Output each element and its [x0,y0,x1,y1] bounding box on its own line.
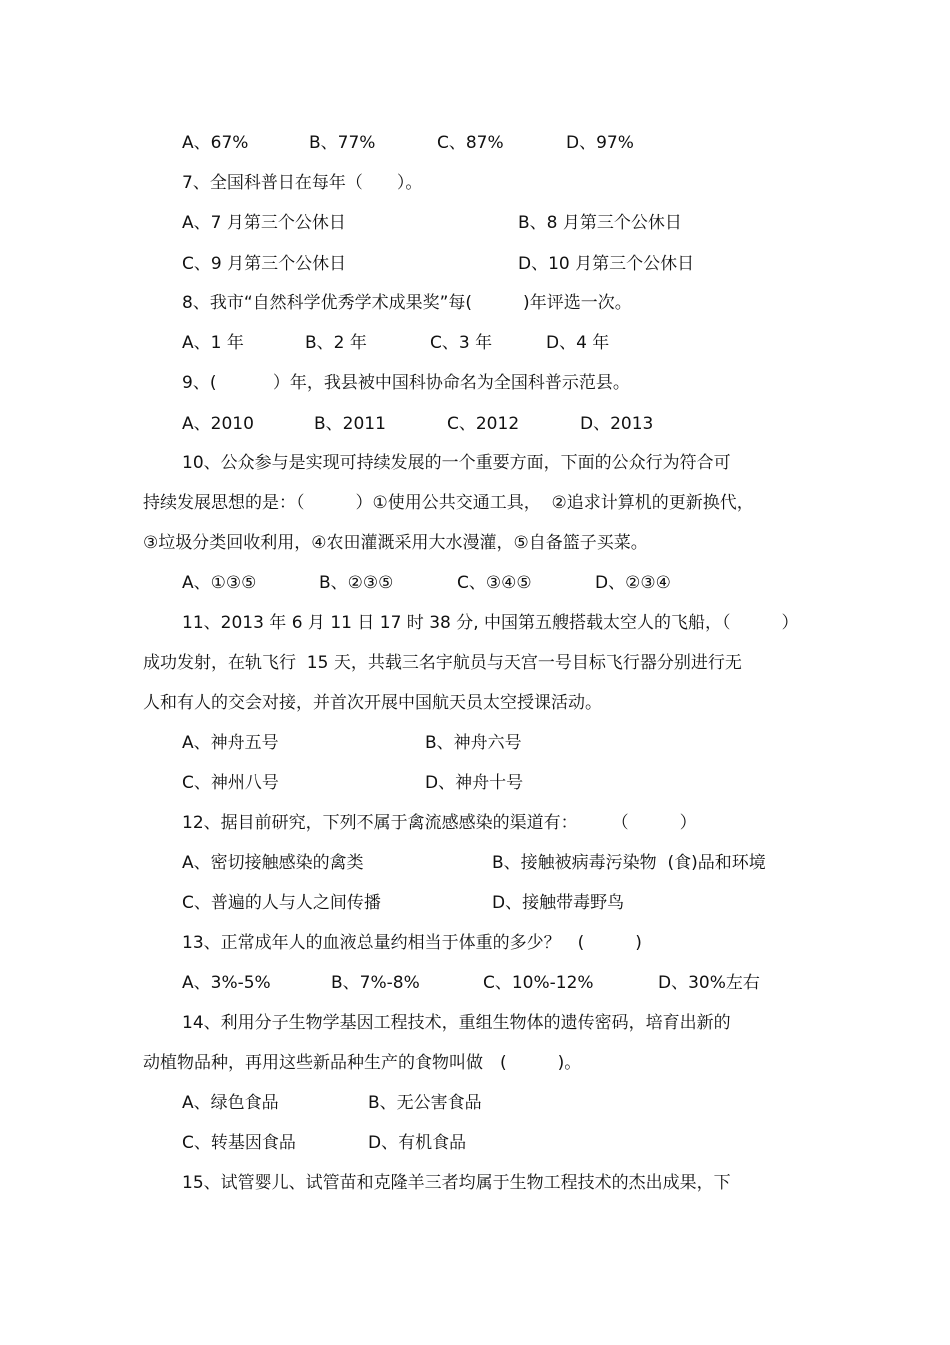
q13-option-b: B、7%-8% [331,973,420,993]
q14-option-c: C、转基因食品 [182,1133,296,1153]
q10-stem-line-2: 持续发展思想的是：（ ）①使用公共交通工具， ②追求计算机的更新换代， [143,493,754,513]
q7-option-c: C、9 月第三个公休日 [182,254,347,274]
q15-stem-line-1: 15、试管婴儿、试管苗和克隆羊三者均属于生物工程技术的杰出成果，下 [182,1173,731,1193]
q8-option-c: C、3 年 [430,333,493,353]
q11-stem-line-3: 人和有人的交会对接，并首次开展中国航天员太空授课活动。 [143,693,602,713]
q11-option-c: C、神州八号 [182,773,279,793]
q6-option-a: A、67% [182,133,249,153]
q14-option-a: A、绿色食品 [182,1093,279,1113]
q10-stem-line-3: ③垃圾分类回收利用，④农田灌溉采用大水漫灌，⑤自备篮子买菜。 [143,533,648,553]
q9-option-a: A、2010 [182,414,254,434]
q10-option-a: A、①③⑤ [182,573,257,593]
q6-option-c: C、87% [437,133,504,153]
q11-option-a: A、神舟五号 [182,733,279,753]
q14-option-b: B、无公害食品 [368,1093,482,1113]
q11-stem-line-1: 11、2013 年 6 月 11 日 17 时 38 分, 中国第五艘搭载太空人的飞船，（ ） [182,613,799,633]
q14-stem-line-2: 动植物品种，再用这些新品种生产的食物叫做 ( )。 [143,1053,582,1073]
q8-option-a: A、1 年 [182,333,244,353]
q12-option-a: A、密切接触感染的禽类 [182,853,364,873]
q12-option-c: C、普遍的人与人之间传播 [182,893,381,913]
q13-option-c: C、10%-12% [483,973,594,993]
q11-option-b: B、神舟六号 [425,733,522,753]
q13-stem: 13、正常成年人的血液总量约相当于体重的多少？ ( ) [182,933,642,953]
q8-stem: 8、我市“自然科学优秀学术成果奖”每( )年评选一次。 [182,293,632,313]
q9-option-c: C、2012 [447,414,520,434]
q10-option-d: D、②③④ [595,573,671,593]
q7-option-b: B、8 月第三个公休日 [518,213,682,233]
q9-option-b: B、2011 [314,414,386,434]
q11-option-d: D、神舟十号 [425,773,524,793]
q12-stem: 12、据目前研究，下列不属于禽流感感染的渠道有： （ ） [182,813,697,833]
q7-option-a: A、7 月第三个公休日 [182,213,346,233]
q6-option-d: D、97% [566,133,634,153]
q14-option-d: D、有机食品 [368,1133,467,1153]
q9-stem: 9、( ）年，我县被中国科协命名为全国科普示范县。 [182,373,630,393]
q10-stem-line-1: 10、公众参与是实现可持续发展的一个重要方面，下面的公众行为符合可 [182,453,731,473]
q11-stem-line-2: 成功发射，在轨飞行 15 天，共载三名宇航员与天宫一号目标飞行器分别进行无 [143,653,742,673]
q10-option-b: B、②③⑤ [319,573,394,593]
q10-option-c: C、③④⑤ [457,573,532,593]
q13-option-d: D、30%左右 [658,973,760,993]
q7-option-d: D、10 月第三个公休日 [518,254,695,274]
q8-option-b: B、2 年 [305,333,367,353]
q14-stem-line-1: 14、利用分子生物学基因工程技术，重组生物体的遗传密码，培育出新的 [182,1013,731,1033]
q12-option-b: B、接触被病毒污染物 (食)品和环境 [492,853,766,873]
q13-option-a: A、3%-5% [182,973,271,993]
q7-stem: 7、全国科普日在每年（ ）。 [182,173,423,193]
q8-option-d: D、4 年 [546,333,610,353]
q9-option-d: D、2013 [580,414,654,434]
q12-option-d: D、接触带毒野鸟 [492,893,625,913]
q6-option-b: B、77% [309,133,376,153]
